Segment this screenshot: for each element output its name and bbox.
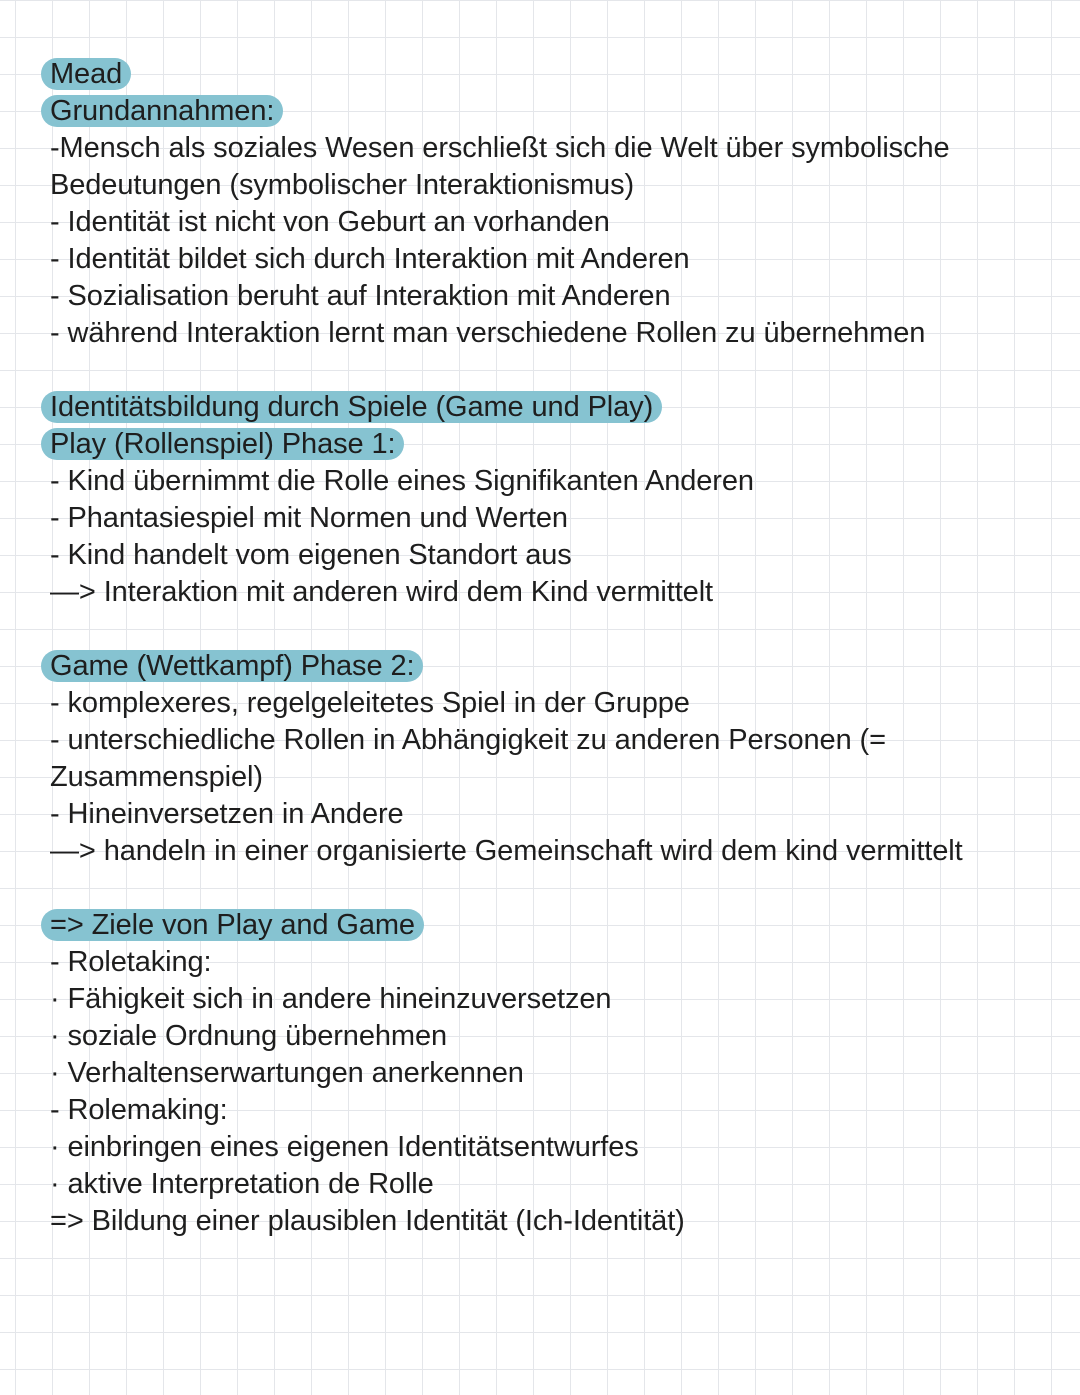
text-line: - Identität bildet sich durch Interaktion mit Anderen <box>50 243 690 275</box>
subheading-play <box>50 426 1060 463</box>
heading-highlight: Grundannahmen: <box>41 95 283 127</box>
text-line: · soziale Ordnung übernehmen <box>50 1020 447 1052</box>
section-heading-ziele <box>50 907 1060 944</box>
title-line <box>50 56 1060 93</box>
text-line: Zusammenspiel) <box>50 761 263 793</box>
text-line: - Identität ist nicht von Geburt an vorhanden <box>50 206 610 238</box>
heading-highlight: => Ziele von Play and Game <box>41 909 424 941</box>
text-line: - Hineinversetzen in Andere <box>50 798 404 830</box>
spacer <box>50 611 1060 648</box>
text-line: => Bildung einer plausiblen Identität (Ich-Identität) <box>50 1205 685 1237</box>
text-line: -Mensch als soziales Wesen erschließt sich die Welt über symbolische <box>50 132 950 164</box>
note-page <box>50 56 1060 1240</box>
text-line: - Kind übernimmt die Rolle eines Signifikanten Anderen <box>50 465 754 497</box>
text-line: - unterschiedliche Rollen in Abhängigkeit zu anderen Personen (= <box>50 724 886 756</box>
text-line: - Phantasiespiel mit Normen und Werten <box>50 502 568 534</box>
spacer <box>50 870 1060 907</box>
text-line: - während Interaktion lernt man verschiedene Rollen zu übernehmen <box>50 317 926 349</box>
spacer <box>50 352 1060 389</box>
text-line: - Kind handelt vom eigenen Standort aus <box>50 539 572 571</box>
section-heading-game <box>50 648 1060 685</box>
text-line: —> handeln in einer organisierte Gemeinschaft wird dem kind vermittelt <box>50 835 963 867</box>
heading-highlight: Identitätsbildung durch Spiele (Game und Play) <box>41 391 662 423</box>
text-line: - Rolemaking: <box>50 1094 228 1126</box>
section-heading-identitaetsbildung <box>50 389 1060 426</box>
section-heading-grundannahmen <box>50 93 1060 130</box>
text-line: · aktive Interpretation de Rolle <box>50 1168 434 1200</box>
text-line: - Sozialisation beruht auf Interaktion mit Anderen <box>50 280 671 312</box>
text-line: · Fähigkeit sich in andere hineinzuversetzen <box>50 983 612 1015</box>
text-line: · Verhaltenserwartungen anerkennen <box>50 1057 524 1089</box>
text-line: Bedeutungen (symbolischer Interaktionismus) <box>50 169 635 201</box>
title-highlight: Mead <box>41 58 131 90</box>
heading-highlight: Play (Rollenspiel) Phase 1: <box>41 428 404 460</box>
text-line: - Roletaking: <box>50 946 212 978</box>
text-line: —> Interaktion mit anderen wird dem Kind vermittelt <box>50 576 713 608</box>
text-line: - komplexeres, regelgeleitetes Spiel in der Gruppe <box>50 687 690 719</box>
heading-highlight: Game (Wettkampf) Phase 2: <box>41 650 423 682</box>
text-line: · einbringen eines eigenen Identitätsentwurfes <box>50 1131 639 1163</box>
